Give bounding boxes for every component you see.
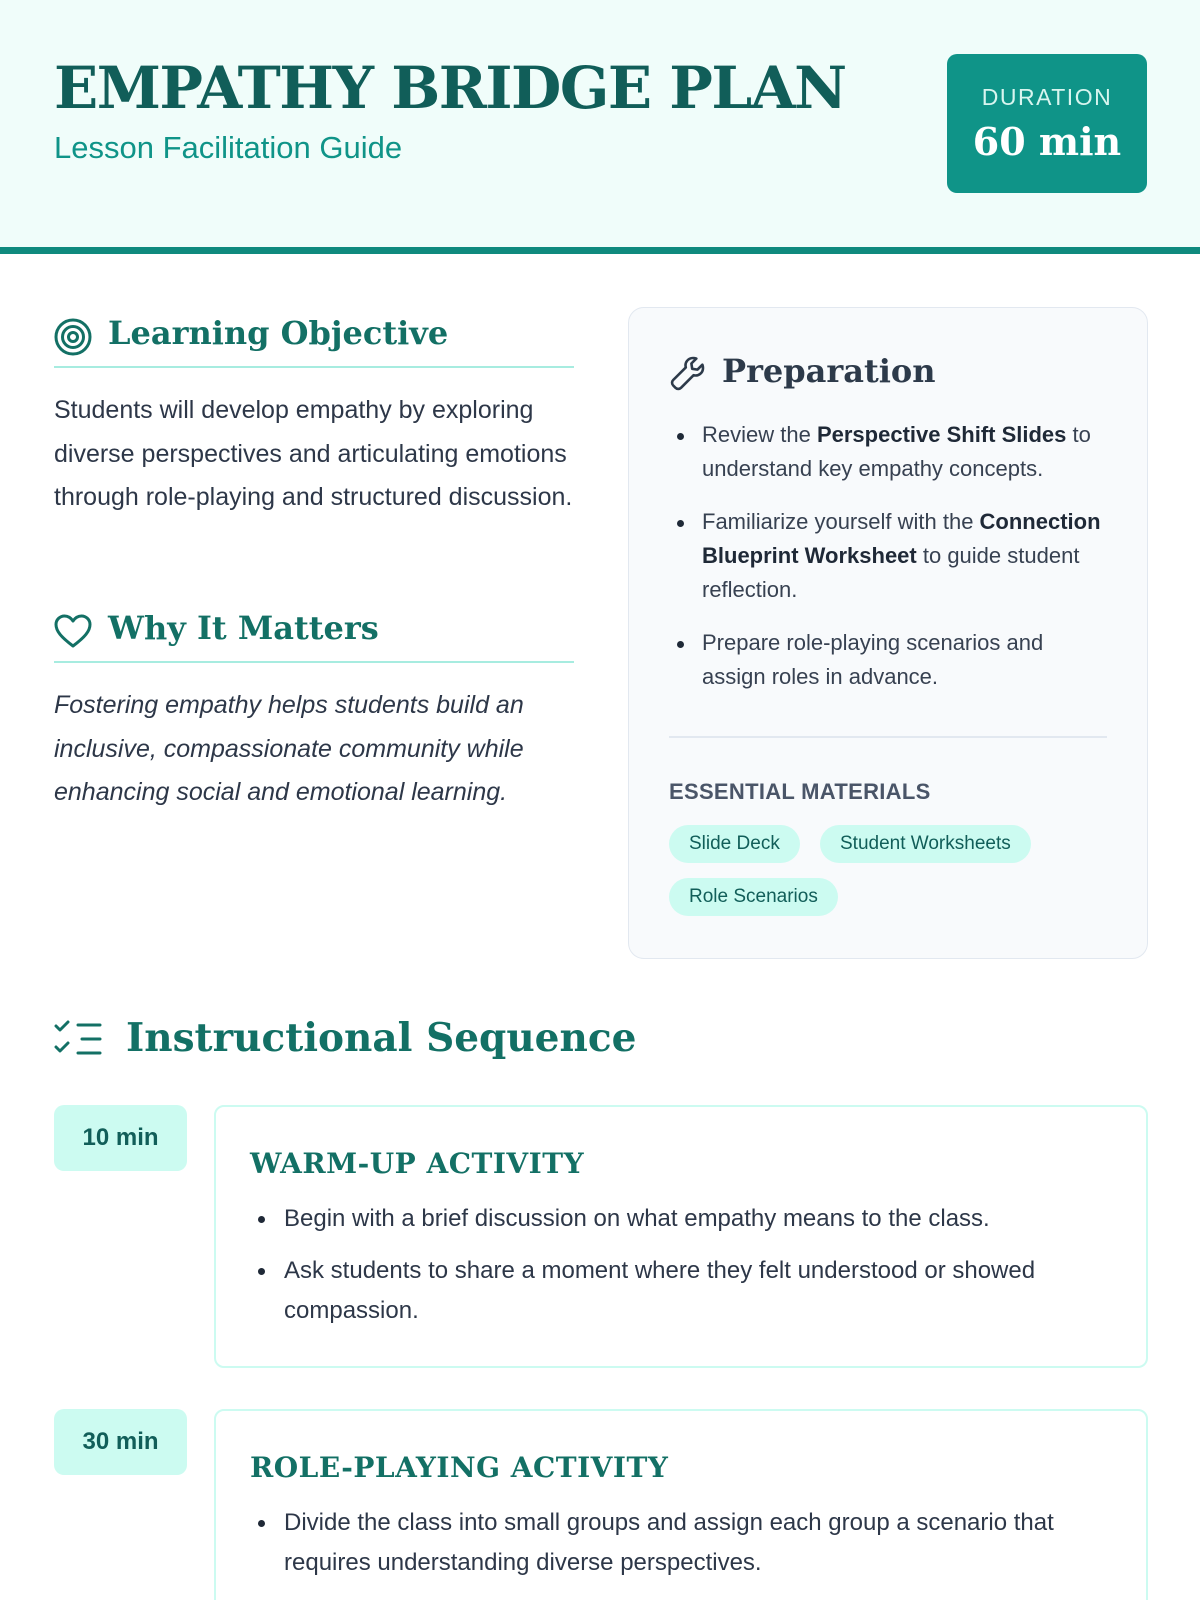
duration-card	[947, 54, 1147, 193]
step-bullets	[250, 1199, 1110, 1343]
preparation-heading: Preparation	[722, 352, 936, 390]
page-subtitle: Lesson Facilitation Guide	[54, 130, 403, 165]
materials-label: ESSENTIAL MATERIALS	[669, 779, 931, 804]
bold-resource: Connection Blueprint Worksheet	[702, 509, 1101, 568]
preparation-item: Prepare role-playing scenarios and assign roles in advance.	[669, 626, 1109, 694]
preparation-card	[628, 307, 1148, 959]
preparation-item: Familiarize yourself with the Connection Blueprint Worksheet to guide student reflection.	[669, 505, 1109, 607]
why-text: Fostering empathy helps students build an inclusive, compassionate community while enhancing social and emotional learning.	[54, 691, 524, 806]
step-title: WARM-UP ACTIVITY	[250, 1147, 585, 1180]
step-time-badge: 10 min	[54, 1105, 187, 1171]
step-bullet: Begin with a brief discussion on what empathy means to the class.	[250, 1199, 1110, 1239]
step-card-warm-up	[214, 1105, 1148, 1368]
step-bullet: Ask students to share a moment where they felt understood or showed compassion.	[250, 1251, 1110, 1331]
preparation-item: Review the Perspective Shift Slides to understand key empathy concepts.	[669, 418, 1109, 486]
step-time-badge: 30 min	[54, 1409, 187, 1475]
checklist-icon	[54, 1019, 102, 1059]
bold-resource: Perspective Shift Slides	[816, 422, 1067, 447]
duration-value: 60 min	[972, 119, 1122, 164]
preparation-divider	[669, 736, 1107, 738]
why-heading-row	[54, 605, 574, 663]
step-bullet: Divide the class into small groups and assign each group a scenario that requires understanding diverse perspectives.	[250, 1503, 1110, 1583]
step-card-role-playing	[214, 1409, 1148, 1600]
duration-label: DURATION	[981, 84, 1113, 110]
header-banner	[0, 0, 1200, 254]
step-bullets	[250, 1503, 1110, 1595]
step-title: ROLE-PLAYING ACTIVITY	[250, 1451, 669, 1484]
material-chip: Student Worksheets	[820, 825, 1031, 863]
objective-text: Students will develop empathy by exploring diverse perspectives and articulating emotions through role-playing and structured discussion.	[54, 396, 573, 511]
objective-heading: Learning Objective	[108, 314, 449, 352]
preparation-list	[669, 418, 1109, 713]
wrench-icon	[669, 354, 707, 392]
sequence-heading: Instructional Sequence	[126, 1015, 637, 1061]
target-icon	[54, 318, 92, 356]
objective-heading-row	[54, 310, 574, 368]
heart-icon	[54, 613, 92, 651]
material-chip: Role Scenarios	[669, 878, 838, 916]
page-title: EMPATHY BRIDGE PLAN	[54, 54, 846, 122]
why-heading: Why It Matters	[108, 609, 379, 647]
material-chip: Slide Deck	[669, 825, 800, 863]
